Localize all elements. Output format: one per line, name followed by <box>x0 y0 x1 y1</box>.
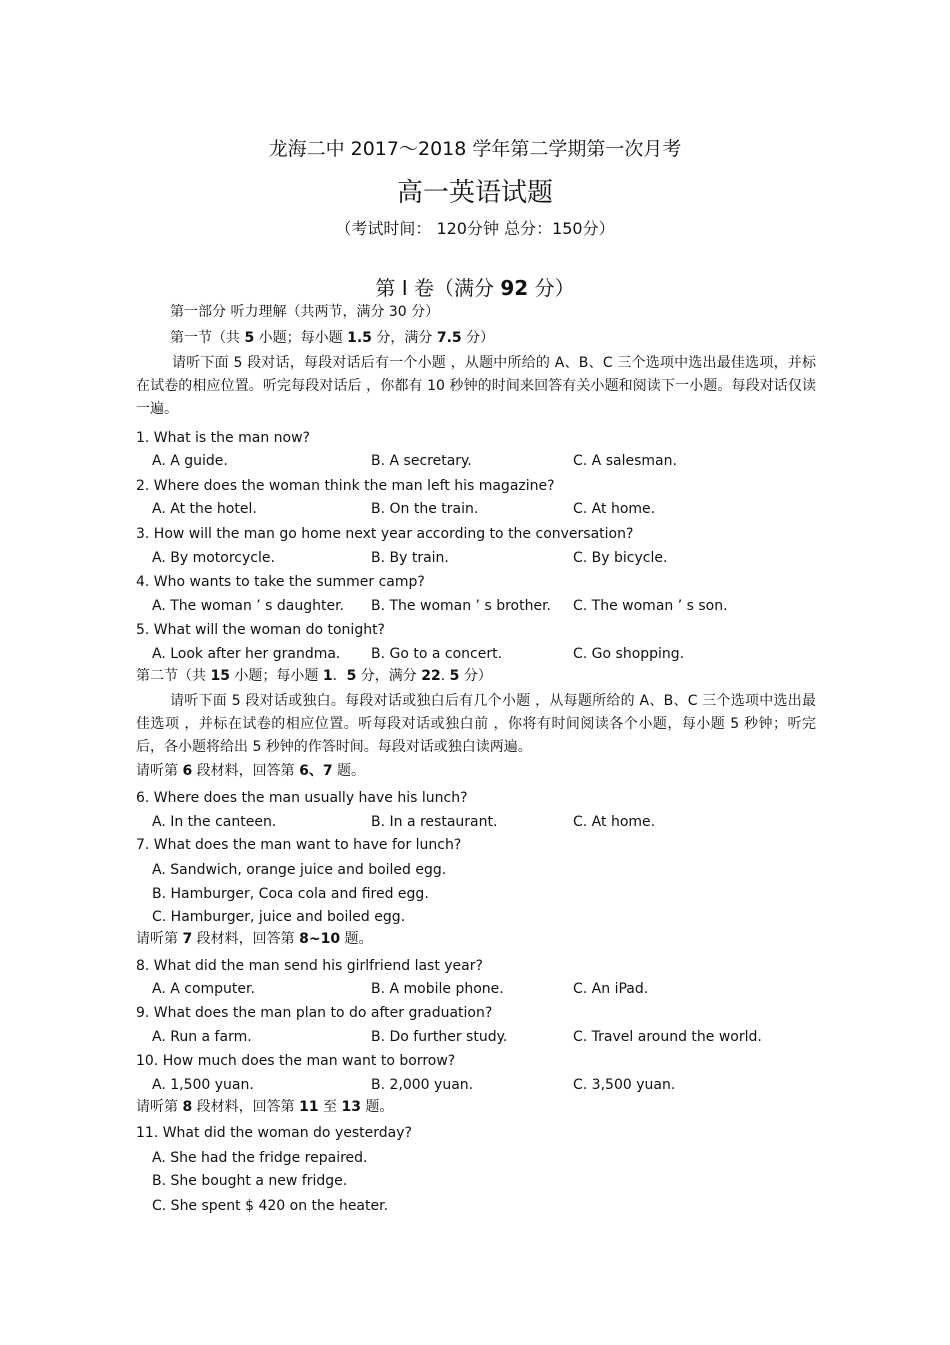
option-6b: B. In a restaurant. <box>371 814 498 830</box>
option-6c: C. At home. <box>573 814 656 830</box>
option-7b: B. Hamburger, Coca cola and fired egg. <box>152 886 429 902</box>
part1-heading: 第一部分 听力理解（共两节，满分 30 分） <box>170 304 440 320</box>
question-4: 4. Who wants to take the summer camp? <box>136 574 425 590</box>
option-4c: C. The woman ’ s son. <box>573 598 728 614</box>
question-7: 7. What does the man want to have for lunch? <box>136 837 462 853</box>
question-2: 2. Where does the woman think the man left his magazine? <box>136 478 555 494</box>
question-9: 9. What does the man plan to do after graduation? <box>136 1005 493 1021</box>
option-10a: A. 1,500 yuan. <box>152 1077 254 1093</box>
material-7-heading: 请听第 7 段材料，回答第 8~10 题。 <box>136 931 373 947</box>
option-10c: C. 3,500 yuan. <box>573 1077 676 1093</box>
option-9a: A. Run a farm. <box>152 1029 252 1045</box>
option-8c: C. An iPad. <box>573 981 649 997</box>
option-5c: C. Go shopping. <box>573 646 685 662</box>
option-3b: B. By train. <box>371 550 449 566</box>
option-1b: B. A secretary. <box>371 453 472 469</box>
question-10: 10. How much does the man want to borrow? <box>136 1053 456 1069</box>
question-1: 1. What is the man now? <box>136 430 310 446</box>
option-2a: A. At the hotel. <box>152 501 257 517</box>
option-2b: B. On the train. <box>371 501 479 517</box>
option-11a: A. She had the fridge repaired. <box>152 1150 368 1166</box>
option-7c: C. Hamburger, juice and boiled egg. <box>152 909 406 925</box>
volume-heading: 第 I 卷（满分 92 分） <box>375 276 575 300</box>
exam-info: （考试时间： 120分钟 总分：150分） <box>335 219 615 238</box>
section1-heading: 第一节（共 5 小题；每小题 1.5 分，满分 7.5 分） <box>170 330 495 346</box>
option-11b: B. She bought a new fridge. <box>152 1173 348 1189</box>
option-8a: A. A computer. <box>152 981 255 997</box>
option-1a: A. A guide. <box>152 453 228 469</box>
question-5: 5. What will the woman do tonight? <box>136 622 385 638</box>
option-3c: C. By bicycle. <box>573 550 668 566</box>
school-exam-line: 龙海二中 2017～2018 学年第二学期第一次月考 <box>268 138 682 160</box>
option-1c: C. A salesman. <box>573 453 677 469</box>
material-6-heading: 请听第 6 段材料，回答第 6、7 题。 <box>136 763 366 779</box>
question-8: 8. What did the man send his girlfriend last year? <box>136 958 483 974</box>
question-3: 3. How will the man go home next year according to the conversation? <box>136 526 634 542</box>
option-9b: B. Do further study. <box>371 1029 508 1045</box>
option-5a: A. Look after her grandma. <box>152 646 341 662</box>
option-6a: A. In the canteen. <box>152 814 277 830</box>
question-11: 11. What did the woman do yesterday? <box>136 1125 412 1141</box>
material-8-heading: 请听第 8 段材料，回答第 11 至 13 题。 <box>136 1099 394 1115</box>
option-11c: C. She spent $ 420 on the heater. <box>152 1198 389 1214</box>
option-10b: B. 2,000 yuan. <box>371 1077 474 1093</box>
option-2c: C. At home. <box>573 501 656 517</box>
section2-heading: 第二节（共 15 小题；每小题 1．5 分，满分 22. 5 分） <box>136 668 492 684</box>
subject-title: 高一英语试题 <box>396 178 553 208</box>
section2-instructions: 请听下面 5 段对话或独白。每段对话或独白后有几个小题 ，从每题所给的 A、B、C 三个选项中选出最佳选项 ，并标在试卷的相应位置。听每段对话或独白前 ，你将有时间阅读各个小题，每小题 5 秒钟；听完后，各小题将给出 5 秒钟的作答时间。每段对话或独白读两遍。 <box>136 693 816 755</box>
question-6: 6. Where does the man usually have his lunch? <box>136 790 468 806</box>
option-4b: B. The woman ’ s brother. <box>371 598 551 614</box>
section1-instructions: 请听下面 5 段对话，每段对话后有一个小题 ，从题中所给的 A、B、C 三个选项中选出最佳选项，并标在试卷的相应位置。听完每段对话后 ，你都有 10 秒钟的时间来回答有关小题和阅读下一小题。每段对话仅读一遍。 <box>136 355 816 417</box>
option-9c: C. Travel around the world. <box>573 1029 762 1045</box>
option-4a: A. The woman ’ s daughter. <box>152 598 345 614</box>
option-3a: A. By motorcycle. <box>152 550 275 566</box>
option-8b: B. A mobile phone. <box>371 981 504 997</box>
option-5b: B. Go to a concert. <box>371 646 503 662</box>
option-7a: A. Sandwich, orange juice and boiled egg. <box>152 862 447 878</box>
